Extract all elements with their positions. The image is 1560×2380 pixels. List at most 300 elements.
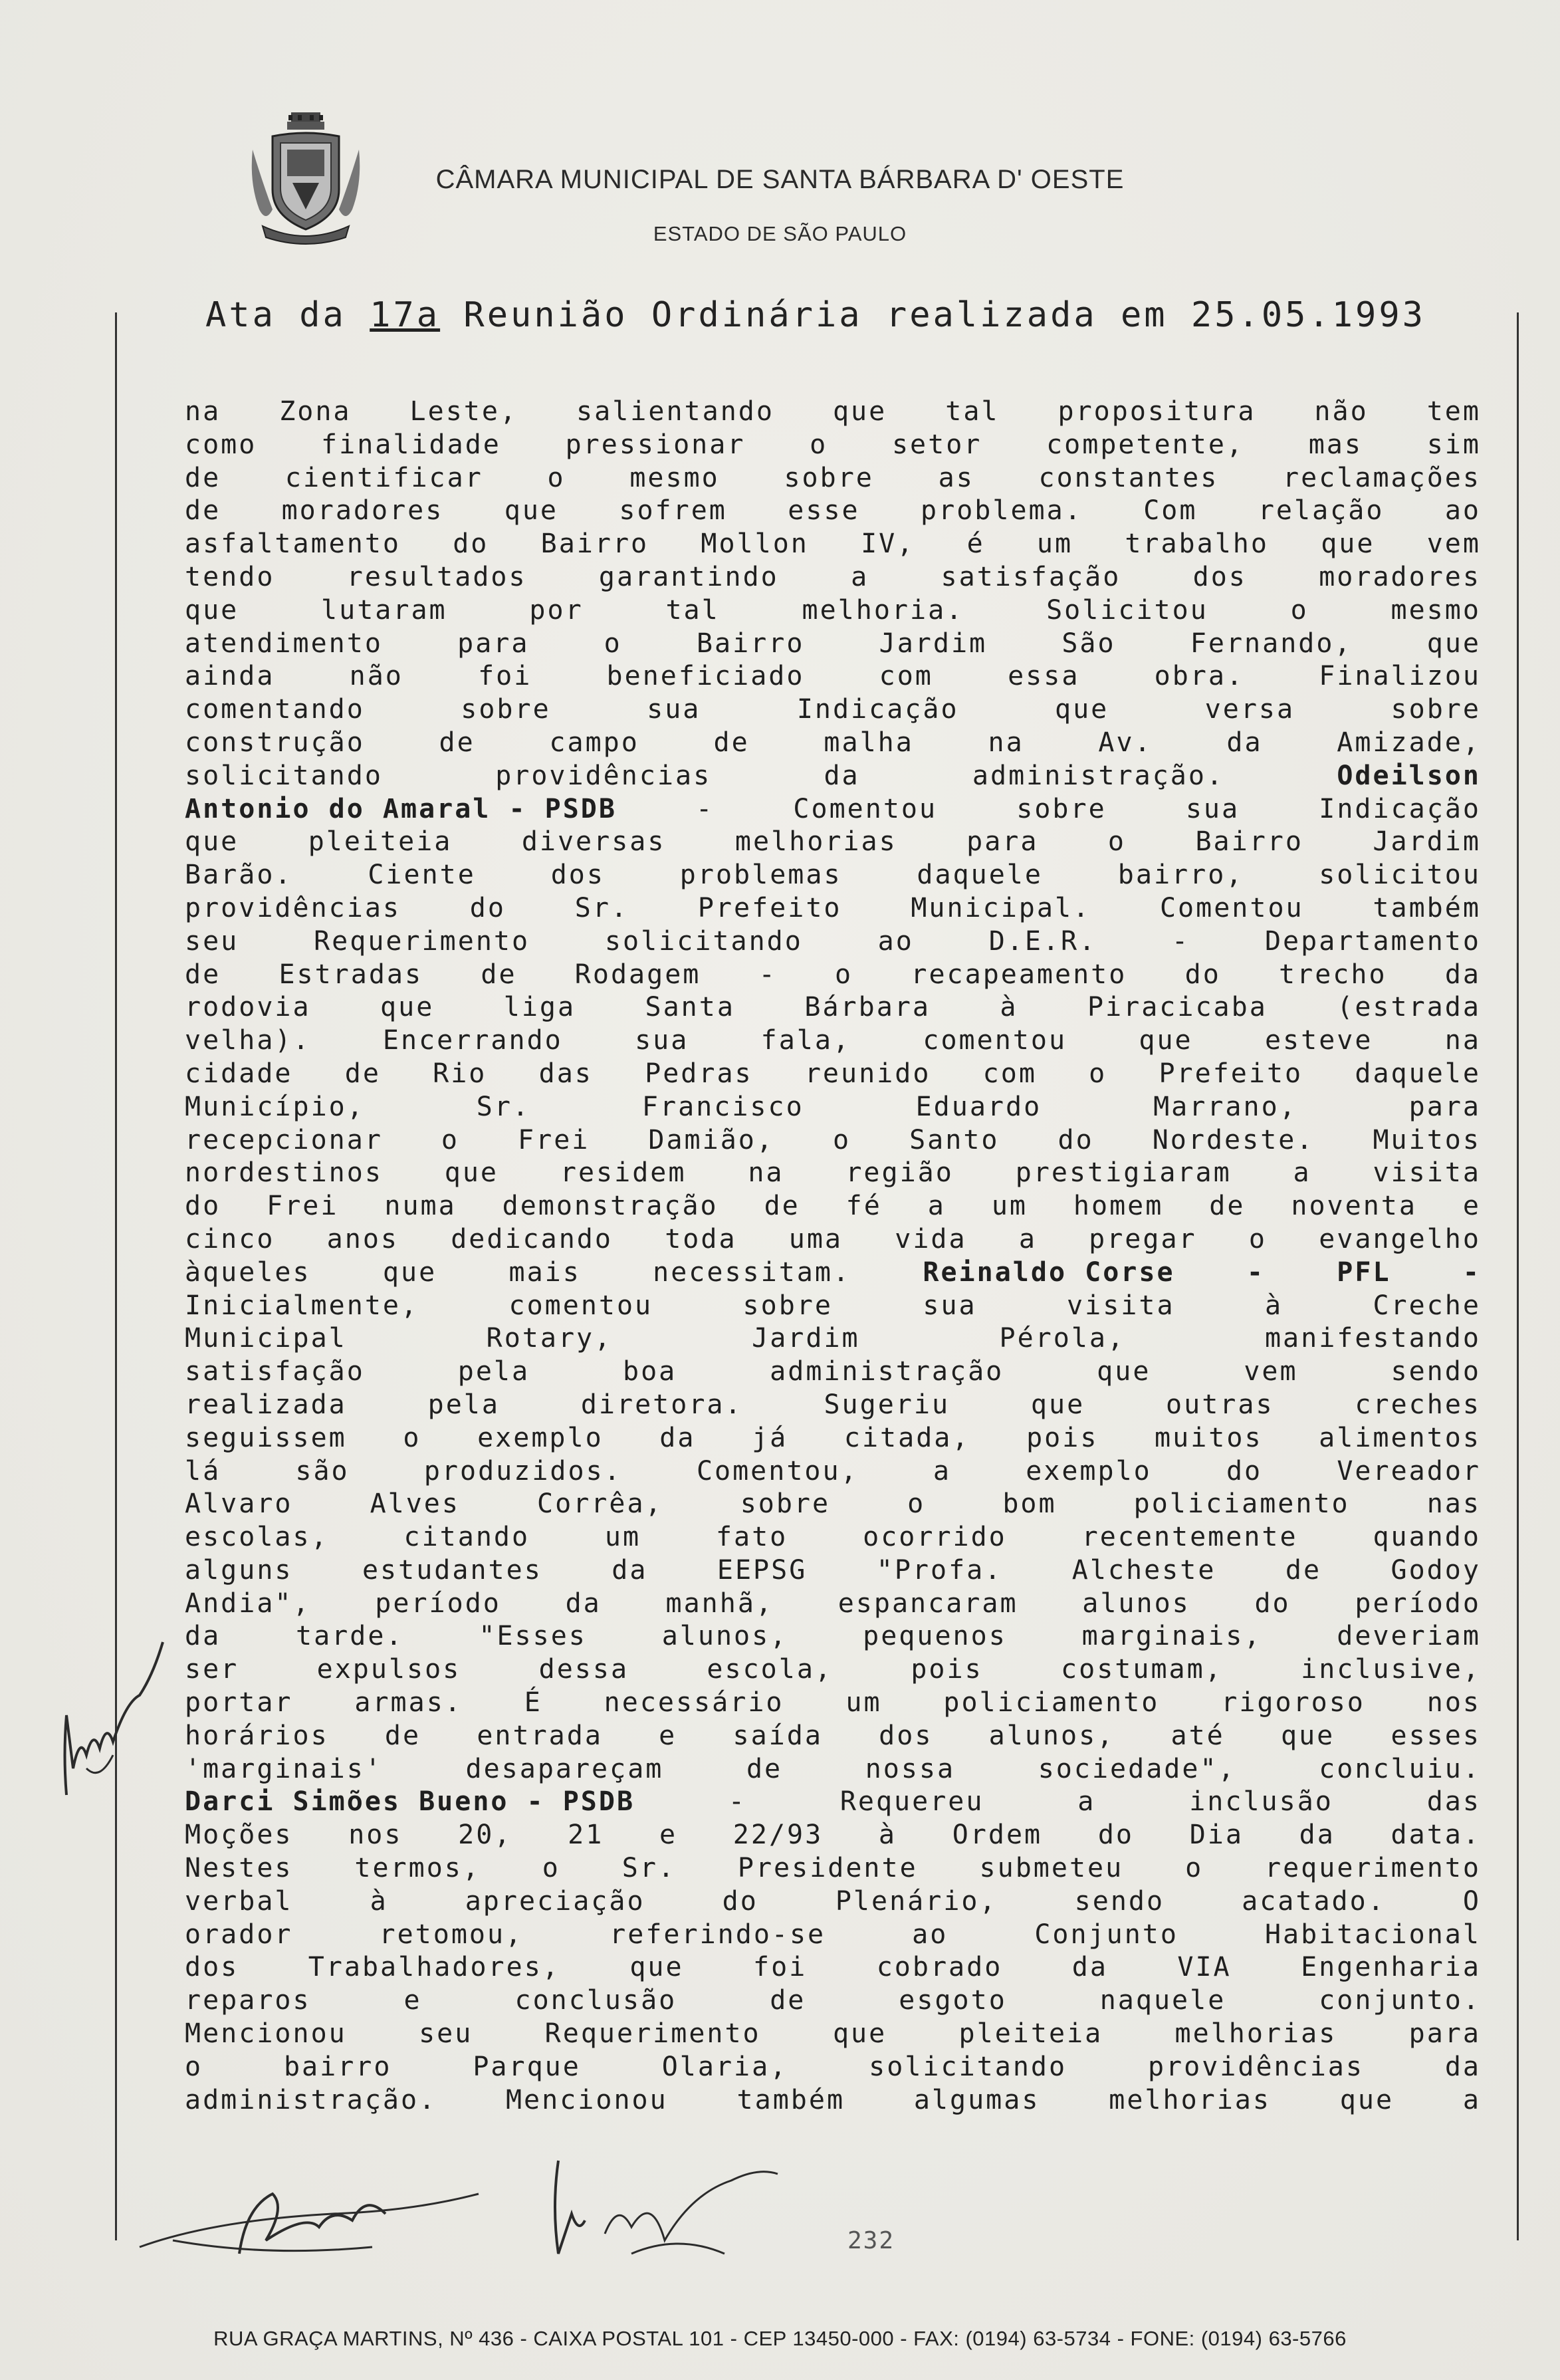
word: D.E.R. (988, 925, 1097, 957)
word: e (403, 1985, 422, 2016)
word: Requerimento (314, 925, 530, 957)
word: termos, (354, 1853, 481, 1884)
text-line (185, 1554, 1481, 1588)
word: o (542, 1853, 560, 1884)
text-line (185, 1620, 1481, 1653)
word: que (832, 2018, 887, 2050)
word: melhorias (734, 826, 897, 858)
word: Francisco (641, 1091, 804, 1122)
text-line (185, 1852, 1481, 1885)
word: que (1097, 1356, 1151, 1387)
word: creches (1355, 1389, 1481, 1420)
president-signature (133, 2167, 505, 2260)
text-line (185, 2051, 1481, 2084)
word: cientificar (284, 462, 483, 493)
word: o (403, 1422, 421, 1453)
text-line (185, 760, 1481, 793)
word: Eduardo (915, 1091, 1042, 1122)
word: já (752, 1422, 788, 1453)
word: a (851, 561, 869, 592)
word: uma (788, 1223, 843, 1254)
word: o (547, 462, 566, 493)
word: que (629, 1952, 684, 1983)
word: Ciente (368, 860, 476, 891)
text-line (185, 1786, 1481, 1819)
word: para (966, 826, 1039, 858)
text-line (185, 826, 1481, 859)
word: Requereu (839, 1786, 984, 1818)
word: Amizade, (1337, 727, 1481, 758)
text-line (185, 1322, 1481, 1356)
word: na (1444, 1025, 1481, 1056)
word: - (758, 959, 777, 990)
word: campo (549, 727, 639, 758)
word: Sr. (621, 1853, 676, 1884)
word: 21 (568, 1820, 604, 1851)
text-line (185, 1653, 1481, 1687)
word: anos (326, 1223, 399, 1254)
word: boa (623, 1356, 677, 1387)
word: solicitando (869, 2051, 1067, 2082)
word: um (1036, 529, 1073, 560)
word: tal (945, 396, 1000, 427)
text-line (185, 859, 1481, 892)
word: apreciação (465, 1885, 645, 1917)
word: Ordem (952, 1820, 1043, 1851)
word: Inicialmente, (185, 1290, 419, 1321)
word: que (1055, 694, 1109, 725)
word: o (185, 2051, 203, 2082)
text-line (185, 1455, 1481, 1488)
word: alunos (1082, 1588, 1190, 1619)
word: lutaram (321, 594, 447, 626)
word: requerimento (1265, 1853, 1481, 1884)
text-line (185, 561, 1481, 594)
word: o (907, 1488, 926, 1520)
word: da (1226, 727, 1263, 758)
word: Frei (267, 1191, 339, 1222)
word: - (696, 793, 715, 824)
word: da (1071, 1952, 1108, 1983)
word: portar (185, 1687, 293, 1719)
word: da (185, 1621, 221, 1652)
word: alguns (185, 1554, 293, 1586)
word: à (370, 1885, 388, 1917)
word: Reinaldo Corse (923, 1256, 1175, 1288)
word: Sugeriu (824, 1389, 950, 1420)
word: atendimento (185, 628, 383, 659)
word: velha). (185, 1025, 311, 1056)
word: Jardim (1373, 826, 1481, 858)
word: Solicitou (1046, 594, 1208, 626)
word: seu (185, 925, 239, 957)
word: reclamações (1283, 462, 1481, 493)
word: esgoto (899, 1985, 1007, 2016)
word: sendo (1074, 1885, 1165, 1917)
word: mesmo (1391, 594, 1481, 626)
word: não (349, 661, 403, 692)
heading-suffix: Reunião Ordinária realizada em 25.05.1993 (440, 295, 1426, 335)
word: Sr. (476, 1091, 530, 1122)
word: submeteu (979, 1853, 1124, 1884)
word: lá (185, 1455, 221, 1487)
text-line (185, 925, 1481, 959)
word: ser (185, 1654, 239, 1685)
word: providências (185, 892, 401, 923)
word: trabalho (1125, 529, 1269, 560)
word: "Esses (479, 1621, 587, 1652)
word: evangelho (1319, 1223, 1481, 1254)
word: Mencionou (505, 2084, 668, 2115)
word: Municipal (185, 1323, 347, 1354)
word: visita (1373, 1157, 1481, 1189)
word: de (1285, 1554, 1322, 1586)
word: ocorrido (863, 1522, 1007, 1553)
word: comentando (185, 694, 365, 725)
word: diversas (521, 826, 666, 858)
word: moradores (1319, 561, 1481, 592)
word: orador (185, 1919, 293, 1950)
word: ao (877, 925, 914, 957)
word: como (185, 429, 257, 460)
word: que (1281, 1720, 1335, 1751)
word: o (1089, 1058, 1107, 1089)
word: Rodagem (574, 959, 701, 990)
word: PFL (1337, 1256, 1391, 1288)
word: Bairro (1195, 826, 1303, 858)
word: espancaram (837, 1588, 1018, 1619)
word: ao (912, 1919, 948, 1950)
word: administração (770, 1356, 1004, 1387)
word: escola, (707, 1654, 833, 1685)
word: nos (348, 1820, 403, 1851)
word: trecho (1279, 959, 1387, 990)
word: do (453, 529, 489, 560)
word: moradores (281, 495, 444, 527)
word: de (746, 1753, 783, 1784)
word: sobre (742, 1290, 833, 1321)
word: do (1254, 1588, 1291, 1619)
word: o (1248, 1223, 1267, 1254)
word: bom (1002, 1488, 1057, 1520)
word: Finalizou (1319, 661, 1481, 692)
word: comentou (508, 1290, 653, 1321)
word: estudantes (362, 1554, 542, 1586)
word: Frei (518, 1124, 590, 1155)
word: Estradas (279, 959, 423, 990)
word: Prefeito (697, 892, 842, 923)
left-margin-rule (115, 312, 117, 2240)
text-line (185, 1720, 1481, 1753)
word: Departamento (1264, 925, 1481, 957)
word: (estrada (1337, 992, 1481, 1023)
word: cobrado (876, 1952, 1003, 1983)
word: Antonio do Amaral - PSDB (185, 793, 617, 824)
word: esses (1391, 1720, 1481, 1751)
text-line (185, 1984, 1481, 2018)
word: sim (1426, 429, 1481, 460)
word: o (832, 1124, 851, 1155)
word: que (444, 1157, 499, 1189)
word: sofrem (619, 495, 727, 527)
word: São (1061, 628, 1116, 659)
word: de (439, 727, 475, 758)
text-line (185, 1687, 1481, 1720)
text-line (185, 2018, 1481, 2051)
text-line (185, 892, 1481, 925)
word: competente, (1046, 429, 1244, 460)
word: para (457, 628, 530, 659)
text-line (185, 959, 1481, 992)
word: que (832, 396, 887, 427)
word: na (988, 727, 1024, 758)
word: Moções (185, 1820, 293, 1851)
word: outras (1166, 1389, 1274, 1420)
word: de (344, 1058, 381, 1089)
word: Andia", (185, 1588, 311, 1619)
text-line (185, 1521, 1481, 1554)
word: solicitou (1319, 860, 1481, 891)
word: citando (403, 1522, 530, 1553)
word: recentemente (1081, 1522, 1298, 1553)
word: sua (923, 1290, 977, 1321)
word: ainda (185, 661, 275, 692)
word: que (1339, 2084, 1394, 2115)
word: dos (1192, 561, 1247, 592)
word: administração. (185, 2084, 437, 2115)
word: Bairro (696, 628, 805, 659)
word: saída (732, 1720, 823, 1751)
word: melhorias (1109, 2084, 1271, 2115)
word: cidade (185, 1058, 293, 1089)
word: pequenos (863, 1621, 1007, 1652)
word: manhã, (665, 1588, 774, 1619)
secretary-signature (532, 2154, 784, 2267)
word: essa (1008, 661, 1080, 692)
text-line (185, 1389, 1481, 1422)
word: Rotary, (486, 1323, 613, 1354)
word: da (565, 1588, 602, 1619)
word: Nordeste. (1152, 1124, 1315, 1155)
word: que (1030, 1389, 1085, 1420)
word: cinco (185, 1223, 275, 1254)
word: Município, (185, 1091, 365, 1122)
word: liga (503, 992, 576, 1023)
word: são (295, 1455, 350, 1487)
word: Corrêa, (537, 1488, 663, 1520)
word: Encerrando (382, 1025, 563, 1056)
word: e (1462, 1191, 1481, 1222)
word: Engenharia (1301, 1952, 1481, 1983)
word: Alcheste (1071, 1554, 1216, 1586)
word: Comentou (1159, 892, 1304, 923)
word: sua (1185, 793, 1240, 824)
word: esse (788, 495, 860, 527)
heading-ordinal: 17a (370, 295, 441, 335)
word: pressionar (565, 429, 746, 460)
word: verbal (185, 1885, 293, 1917)
word: que (185, 826, 239, 858)
word: algumas (913, 2084, 1040, 2115)
word: Requerimento (544, 2018, 761, 2050)
word: IV, (861, 529, 915, 560)
word: solicitando (604, 925, 803, 957)
word: de (1209, 1191, 1246, 1222)
word: alunos, (988, 1720, 1115, 1751)
word: dessa (538, 1654, 629, 1685)
word: sua (635, 1025, 689, 1056)
word: para (1408, 2018, 1481, 2050)
word: período (375, 1588, 501, 1619)
word: pois (911, 1654, 983, 1685)
word: rodovia (185, 992, 311, 1023)
word: relação (1258, 495, 1385, 527)
margin-signature (40, 1582, 173, 1802)
word: policiamento (943, 1687, 1160, 1719)
word: pleiteia (308, 826, 453, 858)
word: nos (1426, 1687, 1481, 1719)
word: tarde. (296, 1621, 404, 1652)
word: diretora. (580, 1389, 743, 1420)
word: Parque (473, 2051, 581, 2082)
word: EEPSG (717, 1554, 808, 1586)
word: o (835, 959, 853, 990)
word: rigoroso (1221, 1687, 1365, 1719)
word: também (1373, 892, 1481, 923)
word: que (382, 1256, 437, 1288)
word: àqueles (185, 1256, 311, 1288)
text-line (185, 727, 1481, 760)
word: exemplo (1026, 1455, 1152, 1487)
word: um (991, 1191, 1028, 1222)
text-line (185, 495, 1481, 528)
word: e (659, 1720, 677, 1751)
word: beneficiado (606, 661, 805, 692)
word: Santa (645, 992, 735, 1023)
word: finalidade (321, 429, 501, 460)
word: setor (891, 429, 982, 460)
word: Alves (370, 1488, 460, 1520)
word: acatado. (1242, 1885, 1386, 1917)
text-line (185, 1157, 1481, 1190)
word: homem (1073, 1191, 1164, 1222)
word: comentou (923, 1025, 1067, 1056)
word: Alvaro (185, 1488, 293, 1520)
word: malha (824, 727, 914, 758)
word: Bárbara (804, 992, 931, 1023)
word: demonstração (502, 1191, 719, 1222)
word: pregar (1089, 1223, 1197, 1254)
word: Barão. (185, 860, 293, 891)
word: tal (665, 594, 720, 626)
word: Trabalhadores, (308, 1952, 560, 1983)
word: versa (1204, 694, 1295, 725)
word: de (770, 1985, 806, 2016)
word: não (1314, 396, 1369, 427)
word: um (604, 1522, 641, 1553)
word: as (938, 462, 974, 493)
word: de (481, 959, 517, 990)
word: Marrano, (1153, 1091, 1297, 1122)
word: que (1426, 628, 1481, 659)
word: sendo (1391, 1356, 1481, 1387)
word: inclusive, (1301, 1654, 1481, 1685)
word: com (982, 1058, 1037, 1089)
text-line (185, 1058, 1481, 1091)
word: da (659, 1422, 696, 1453)
word: noventa (1291, 1191, 1417, 1222)
word: da (612, 1554, 648, 1586)
word: que (504, 495, 558, 527)
word: satisfação (185, 1356, 365, 1387)
word: do (1097, 1820, 1134, 1851)
word: melhorias (1174, 2018, 1337, 2050)
word: na (185, 396, 221, 427)
word: retomou, (379, 1919, 524, 1950)
word: problemas (679, 860, 842, 891)
word: do (185, 1191, 221, 1222)
word: - (1246, 1256, 1265, 1288)
word: Av. (1098, 727, 1153, 758)
word: fala, (760, 1025, 851, 1056)
word: vem (1426, 529, 1481, 560)
word: Prefeito (1159, 1058, 1303, 1089)
word: costumam, (1061, 1654, 1223, 1685)
word: tendo (185, 561, 275, 592)
text-line (185, 528, 1481, 561)
word: Jardim (752, 1323, 860, 1354)
institution-subtitle: ESTADO DE SÃO PAULO (653, 222, 907, 245)
word: reunido (804, 1058, 931, 1089)
word: providências (495, 760, 712, 791)
word: a (933, 1455, 951, 1487)
word: até (1170, 1720, 1225, 1751)
word: Fernando, (1190, 628, 1353, 659)
word: sobre (784, 462, 874, 493)
word: com (879, 661, 933, 692)
text-line (185, 1024, 1481, 1058)
word: necessário (604, 1687, 784, 1719)
word: - (728, 1786, 746, 1818)
word: Municipal. (911, 892, 1091, 923)
word: dos (879, 1720, 933, 1751)
word: problema. (921, 495, 1083, 527)
minutes-heading (113, 295, 1518, 335)
text-line (185, 1588, 1481, 1621)
word: o (810, 429, 828, 460)
word: que (380, 992, 435, 1023)
word: ao (1444, 495, 1481, 527)
word: sua (647, 694, 701, 725)
word: a (1077, 1786, 1096, 1818)
word: do (722, 1885, 758, 1917)
word: pela (427, 1389, 500, 1420)
word: um (845, 1687, 882, 1719)
word: Plenário, (835, 1885, 998, 1917)
word: 20, (458, 1820, 512, 1851)
word: período (1355, 1588, 1481, 1619)
word: que (185, 594, 239, 626)
word: foi (478, 661, 532, 692)
word: Jardim (879, 628, 988, 659)
word: esteve (1264, 1025, 1373, 1056)
word: numa (384, 1191, 457, 1222)
word: por (529, 594, 584, 626)
word: do (1058, 1124, 1094, 1155)
word: Indicação (796, 694, 959, 725)
word: O (1462, 1885, 1481, 1917)
word: pois (1026, 1422, 1099, 1453)
